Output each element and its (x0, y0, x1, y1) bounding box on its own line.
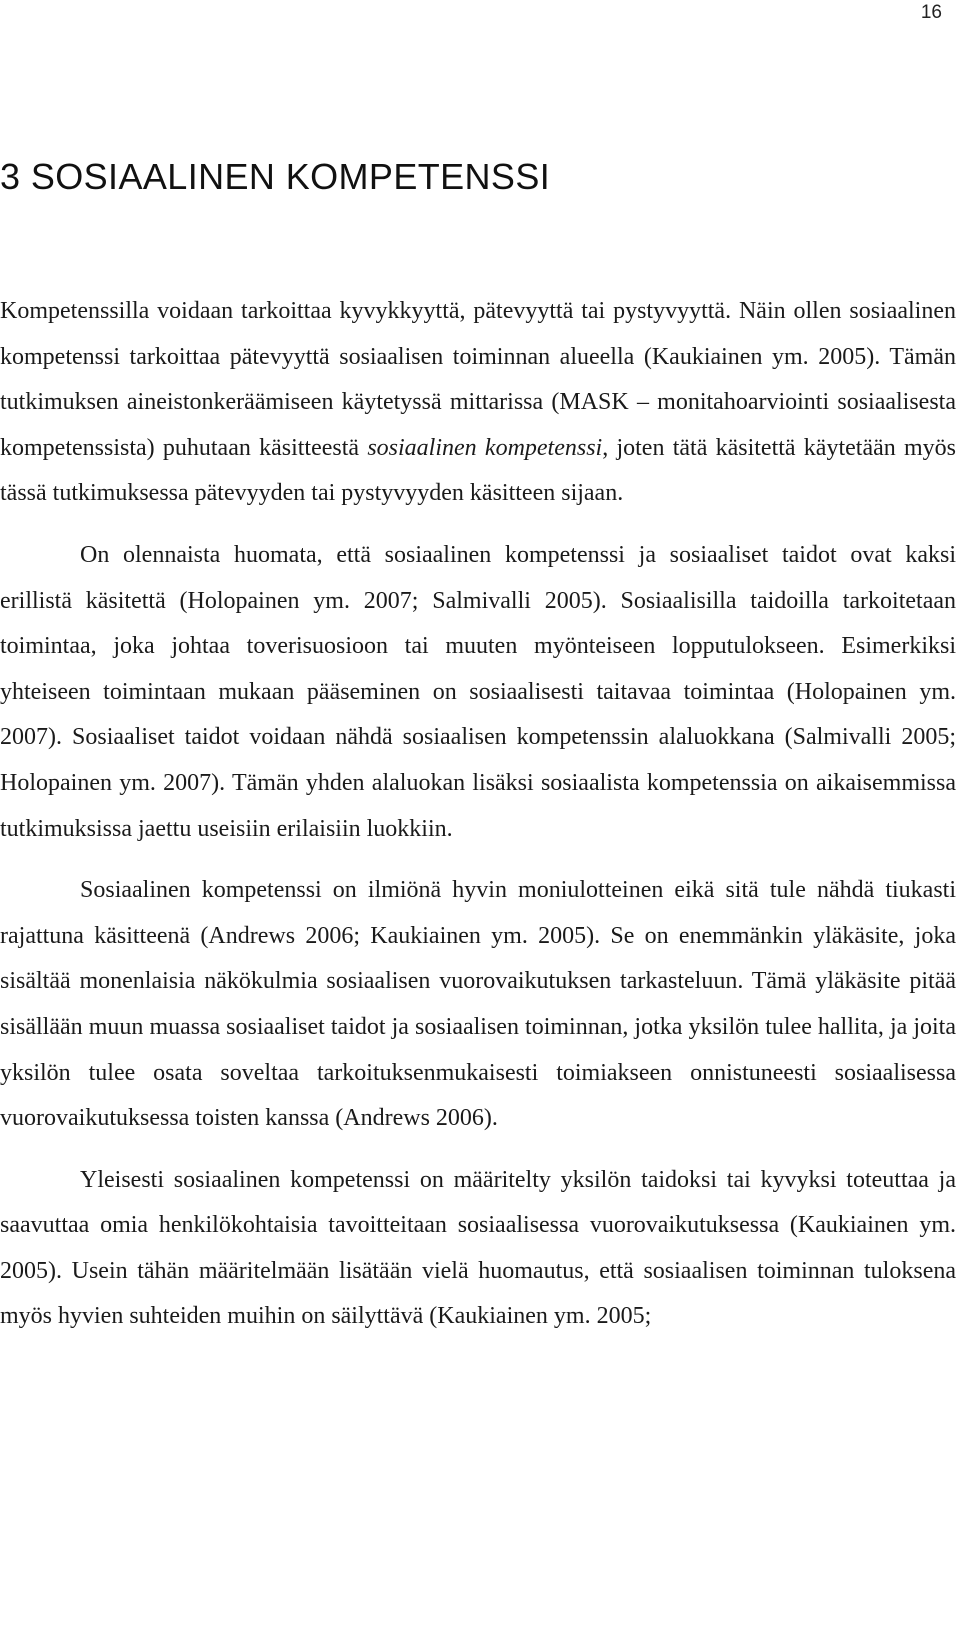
paragraph-competence-definition (0, 289, 956, 517)
paragraph-social-skills: On olennaista huomata, että sosiaalinen kompetenssi ja sosiaaliset taidot ovat kaksi erillistä käsitettä (Holopainen ym. 2007; Salmivalli 2005). Sosiaalisilla taidoilla tarkoitetaan toimintaa, joka johtaa toverisuosioon tai muuten myönteiseen lopputulokseen. Esimerkiksi yhteiseen toimintaan mukaan pääseminen on sosiaalisesti taitavaa toimintaa (Holopainen ym. 2007). Sosiaaliset taidot voidaan nähdä sosiaalisen kompetenssin alaluokkana (Salmivalli 2005; Holopainen ym. 2007). Tämän yhden alaluokan lisäksi sosiaalista kompetenssia on aikaisemmissa tutkimuksissa jaettu useisiin erilaisiin luokkiin. (0, 541, 956, 842)
paragraph-multidimensional: Sosiaalinen kompetenssi on ilmiönä hyvin moniulotteinen eikä sitä tule nähdä tiukasti rajattuna käsitteenä (Andrews 2006; Kaukiainen ym. 2005). Se on enemmänkin yläkäsite, joka sisältää monenlaisia näkökulmia sosiaalisen vuorovaikutuksen tarkasteluun. Tämä yläkäsite pitää sisällään muun muassa sosiaaliset taidot ja sosiaalisen toiminnan, jotka yksilön tulee hallita, ja joita yksilön tulee osata soveltaa tarkoituksenmukaisesti toimiakseen onnistuneesti sosiaalisessa vuorovaikutuksessa toisten kanssa (Andrews 2006). (0, 877, 956, 1132)
paragraph-1-text-start: Kompetenssilla voidaan tarkoittaa kyvykkyyttä, pätevyyttä tai pystyvyyttä. Näin ollen sosiaalinen kompetenssi tarkoittaa pätevyyttä sosiaalisen toiminnan alueella (Kaukiainen ym. 2005). Tämän tutkimuksen aineistonkeräämiseen käytetyssä mittarissa (MASK – monitahoarviointi sosiaalisesta kompetenssista) puhutaan käsitteestä (0, 298, 956, 461)
italic-term: sosiaalinen kompetenssi (367, 434, 603, 461)
chapter-heading: 3 SOSIAALINEN KOMPETENSSI (0, 156, 551, 197)
chapter-body (0, 289, 956, 1340)
page-number: 16 (920, 2, 942, 23)
paragraph-1-text-end: , joten tätä käsitettä käytetään myös tässä tutkimuksessa pätevyyden tai pystyvyyden käsitteen sijaan. (0, 434, 957, 507)
paragraph-general-definition: Yleisesti sosiaalinen kompetenssi on määritelty yksilön taidoksi tai kyvyksi toteuttaa ja saavuttaa omia henkilökohtaisia tavoitteitaan sosiaalisessa vuorovaikutuksessa (Kaukiainen ym. 2005). Usein tähän määritelmään lisätään vielä huomautus, että sosiaalisen toiminnan tuloksena myös hyvien suhteiden muihin on säilyttävä (Kaukiainen ym. 2005; (0, 1166, 956, 1330)
